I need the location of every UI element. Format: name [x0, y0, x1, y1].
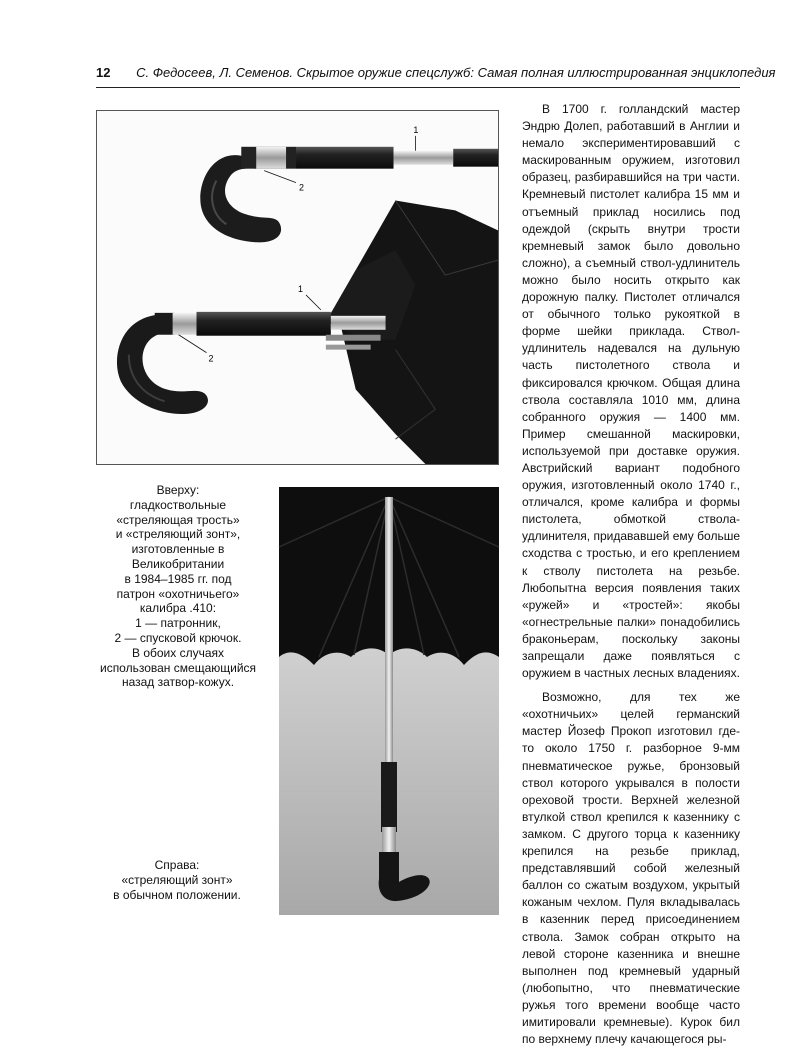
header-rule — [96, 87, 740, 88]
caption-line: 2 — спусковой крючок. — [114, 630, 242, 645]
figure-cane-and-umbrella — [96, 110, 499, 465]
caption-line: Справа: — [154, 858, 200, 872]
caption-line: 1 — патронник, — [135, 616, 221, 631]
callout-label-1-bottom: 1 — [297, 283, 303, 294]
body-text-column — [522, 101, 740, 1047]
caption-line: «стреляющий зонт» — [121, 872, 233, 887]
header-title: Скрытое оружие спецслужб: Самая полная иллюстрированная энциклопедия — [296, 65, 776, 80]
running-header — [96, 64, 776, 86]
callout-label-1-top: 1 — [413, 124, 419, 135]
caption-top — [92, 483, 264, 690]
callout-label-2-bottom: 2 — [208, 353, 214, 364]
figure-open-umbrella — [279, 487, 499, 915]
cane-umbrella-photo — [97, 111, 498, 464]
caption-line: назад затвор-кожух. — [121, 675, 235, 690]
caption-line: Вверху: — [156, 483, 200, 497]
caption-line: В обоих случаях — [131, 645, 225, 660]
caption-line: в обычном положении. — [113, 887, 241, 902]
paragraph: Возможно, для тех же «охотничьих» целей германский мастер Йозеф Прокоп изготовил где-то около 1750 г. разборное 9-мм пневматическое ружье, бронзовый ствол которого укрывался в полости ореховой трости. Верхней железной втулкой ствол крепился к казеннику с замком. С другого торца к казеннику крепился на резьбе приклад, представлявший собой железный баллон со сжатым воздухом, укрытый кожаным чехлом. Пуля вкладывалась в казенник перед присоединением ствола. Замок собран открыто на левой стороне казенника и внешне выполнен под кремневый ударный (любопытно, что пневматические ружья того времени вообще часто имитировали кремневые). Курок бил по верхнему плечу качающегося ры- — [522, 690, 740, 1047]
page-number: 12 — [96, 65, 111, 80]
caption-line: патрон «охотничьего» — [116, 586, 240, 601]
caption-line: использован смещающийся — [99, 660, 257, 675]
caption-line: и «стреляющий зонт», — [115, 527, 241, 542]
caption-line: «стреляющая трость» — [116, 512, 240, 527]
caption-line: в 1984–1985 гг. под — [124, 571, 232, 586]
callout-label-2-top: 2 — [298, 182, 304, 193]
header-authors: С. Федосеев, Л. Семенов. — [136, 65, 294, 80]
caption-line: гладкоствольные — [129, 497, 227, 512]
paragraph: В 1700 г. голландский мастер Эндрю Долеп, работавший в Англии и немало экспериментировавший с маскированным оружием, изготовил образец, разбиравшийся на три части. Кремневый пистолет калибра 15 мм и отъемный приклад носились под одеждой (скрыть внутри трости кремневый замок было довольно сложно), а съемный ствол-удлинитель можно было носить открыто как дорожную палку. Пистолет отличался от обычного только рукояткой в форме шейки приклада. Ствол-удлинитель надевался на дульную часть пистолетного ствола и фиксировался крючком. Общая длина ствола составляла 1010 мм, длина собранного оружия — 1400 мм. Пример смешанной маскировки, используемой при доставке оружия. Австрийский вариант подобного оружия, изготовленный около 1740 г., отличался, кроме калибра и формы пистолета, обмоткой ствола-удлинителя, придававшей ему больше сходства с тростью, и его креплением к стволу пистолета на резьбе. Любопытна версия появления таких «ружей» и «тростей»: якобы «огнестрельные палки» понадобились браконьерам, поскольку законы запрещали даже появляться с оружием в частных лесных владениях. — [522, 102, 740, 681]
open-umbrella-photo — [279, 487, 499, 915]
caption-line: калибра .410: — [139, 601, 217, 616]
caption-line: Великобритании — [131, 556, 225, 571]
caption-right — [102, 858, 252, 902]
caption-line: изготовленные в — [131, 542, 225, 557]
